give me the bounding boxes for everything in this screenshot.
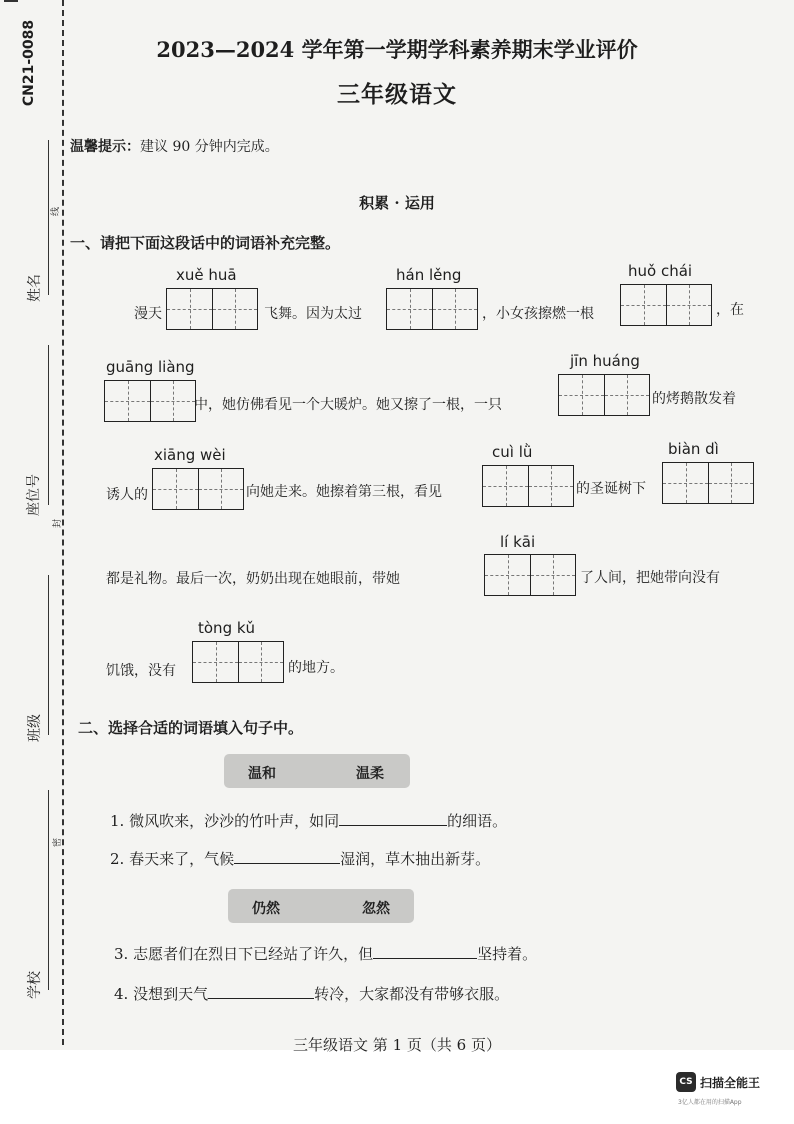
blank-4[interactable] [208, 982, 314, 999]
blank-2[interactable] [234, 847, 340, 864]
scan-bottom-area [0, 1050, 794, 1124]
pinyin-1: xuě huā [176, 266, 237, 284]
answer-grid-10[interactable] [192, 641, 284, 683]
answer-grid-1[interactable] [166, 288, 258, 330]
text-11: 了人间，把她带向没有 [580, 570, 720, 586]
seal-mark: 封 [53, 518, 64, 529]
choice-box-1 [224, 754, 410, 788]
name-label: 姓名 [27, 274, 43, 302]
sentence-1: 1. 微风吹来，沙沙的竹叶声，如同 的细语。 [110, 809, 507, 831]
cut-line [62, 0, 64, 1045]
text-10: 都是礼物。最后一次，奶奶出现在她眼前，带她 [106, 571, 400, 587]
answer-grid-4[interactable] [104, 380, 196, 422]
text-8: 向她走来。她擦着第三根，看见 [246, 484, 442, 500]
sentence-4: 4. 没想到天气 转冷，大家都没有带够衣服。 [114, 982, 509, 1004]
choice-wenhe: 温和 [248, 766, 276, 782]
answer-grid-8[interactable] [662, 462, 754, 504]
page-footer: 三年级语文 第 1 页（共 6 页） [293, 1036, 501, 1054]
school-label: 学校 [27, 971, 43, 999]
document-code: CN21-0088 [21, 19, 38, 107]
section-title: 积累 · 运用 [359, 194, 435, 212]
choice-huran: 忽然 [362, 901, 390, 917]
seat-label: 座位号 [26, 474, 42, 516]
pinyin-10: tòng kǔ [198, 619, 256, 637]
text-9: 的圣诞树下 [576, 481, 646, 497]
line-mark: 线 [51, 206, 62, 217]
seat-line [48, 345, 49, 505]
answer-grid-7[interactable] [482, 465, 574, 507]
question-1-title: 一、请把下面这段话中的词语补充完整。 [70, 234, 341, 252]
corner-mark [4, 0, 18, 10]
pinyin-9: lí kāi [500, 533, 536, 551]
watermark-subtitle: 3亿人都在用的扫描App [678, 1099, 742, 1106]
text-1: 漫天 [134, 306, 162, 322]
pinyin-2: hán lěng [396, 266, 462, 284]
exam-subtitle: 三年级语文 [337, 81, 457, 108]
pinyin-8: biàn dì [668, 440, 719, 458]
answer-grid-5[interactable] [558, 374, 650, 416]
blank-3[interactable] [373, 942, 477, 959]
text-6: 的烤鹅散发着 [652, 391, 736, 407]
text-3: ，小女孩擦燃一根 [482, 306, 594, 322]
choice-rengran: 仍然 [252, 901, 280, 917]
pinyin-4: guāng liàng [106, 358, 195, 376]
text-4: ，在 [716, 302, 744, 318]
watermark-name: 扫描全能王 [700, 1076, 761, 1090]
text-13: 的地方。 [288, 660, 344, 676]
answer-grid-6[interactable] [152, 468, 244, 510]
text-2: 飞舞。因为太过 [264, 306, 362, 322]
tip [70, 136, 279, 156]
text-7: 诱人的 [106, 487, 148, 503]
sentence-3: 3. 志愿者们在烈日下已经站了许久，但 坚持着。 [114, 942, 537, 964]
question-2-title: 二、选择合适的词语填入句子中。 [78, 719, 304, 737]
pinyin-3: huǒ chái [628, 262, 693, 280]
blank-1[interactable] [339, 809, 447, 826]
secret-mark: 密 [53, 837, 64, 848]
text-5: 中，她仿佛看见一个大暖炉。她又擦了一根，一只 [194, 397, 502, 413]
pinyin-5: jīn huáng [570, 352, 640, 370]
pinyin-7: cuì lǜ [492, 443, 533, 461]
answer-grid-3[interactable] [620, 284, 712, 326]
choice-wenrou: 温柔 [356, 766, 384, 782]
camscanner-logo-icon: CS [676, 1072, 696, 1092]
tip-text: 建议 90 分钟内完成。 [140, 139, 279, 155]
tip-label: 温馨提示： [70, 139, 140, 155]
pinyin-6: xiāng wèi [154, 446, 226, 464]
answer-grid-9[interactable] [484, 554, 576, 596]
choice-box-2 [228, 889, 414, 923]
school-line [48, 790, 49, 990]
sentence-2: 2. 春天来了，气候 湿润，草木抽出新芽。 [110, 847, 490, 869]
class-label: 班级 [27, 714, 43, 742]
class-line [48, 575, 49, 735]
exam-title: 2023—2024 学年第一学期学科素养期末学业评价 [156, 37, 638, 62]
answer-grid-2[interactable] [386, 288, 478, 330]
name-line [48, 140, 49, 295]
text-12: 饥饿，没有 [106, 663, 176, 679]
